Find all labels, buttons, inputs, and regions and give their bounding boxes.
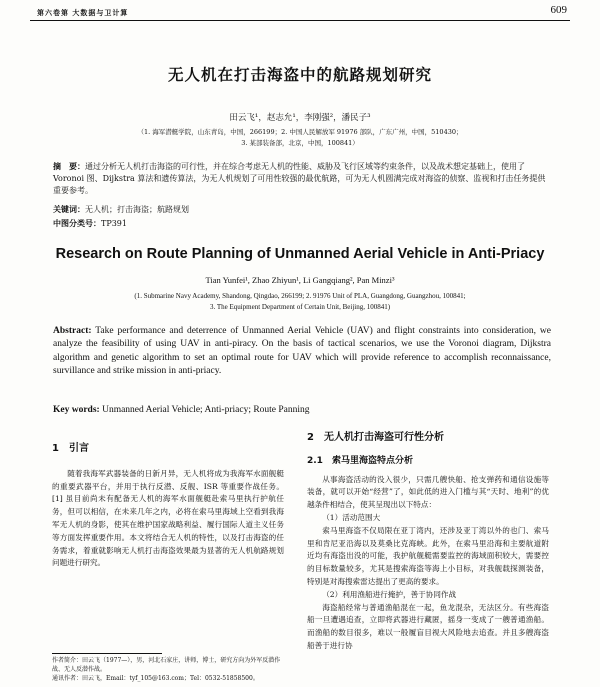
right-column xyxy=(307,432,549,653)
footnote-contact: 通讯作者：田云飞，Email：tyf_105@163.com；Tel：0532-51858500。 xyxy=(52,675,259,682)
footnote-rule xyxy=(52,653,162,654)
authors-chinese: 田云飞¹，赵志允¹，李刚强²，潘民子³ xyxy=(229,113,371,123)
list-item-wide-range: （1）活动范围大 xyxy=(322,512,381,522)
list-item-fishing-cover: （2）利用渔船进行掩护，善于协同作战 xyxy=(322,589,457,599)
classification-label: 中图分类号： xyxy=(53,218,101,228)
left-column xyxy=(52,443,284,570)
classification-chinese xyxy=(53,218,127,229)
title-chinese: 无人机在打击海盗中的航路规划研究 xyxy=(167,66,432,84)
keywords-english xyxy=(53,405,310,415)
keywords-chinese xyxy=(53,204,189,215)
affiliation-chinese-2: 3. 某部装备部，北京，中国，100841） xyxy=(241,139,359,147)
affiliation-chinese-1: （1. 海军潜艇学院，山东青岛，中国，266199；2. 中国人民解放军 91976 部队，广东广州，中国，510430； xyxy=(137,128,463,136)
authors-english: Tian Yunfei¹, Zhao Zhiyun¹, Li Gangqiang², Pan Minzi³ xyxy=(205,275,395,285)
classification-text: TP391 xyxy=(101,219,127,228)
header-rule xyxy=(30,20,570,21)
abstract-english xyxy=(53,325,551,378)
section-heading-introduction: 1 引言 xyxy=(52,443,89,454)
affiliation-english-2: 3. The Equipment Department of Certain Unit, Beijing, 100841) xyxy=(209,303,391,311)
page-number: 609 xyxy=(550,4,567,16)
footnote xyxy=(52,656,284,683)
title-english: Research on Route Planning of Unmanned Aerial Vehicle in Anti-Priacy xyxy=(55,246,545,262)
abstract-chinese-label: 摘 要： xyxy=(53,161,85,171)
subsection-heading-pirate-features: 2.1 索马里海盗特点分析 xyxy=(307,455,413,466)
keywords-chinese-label: 关键词： xyxy=(53,204,85,214)
footnote-author-bio: 作者简介：田云飞（1977—），男，河北石家庄，讲师，博士，研究方向为外军反潜作战、无人反潜作战。 xyxy=(52,657,281,673)
keywords-chinese-text: 无人机；打击海盗；航路规划 xyxy=(85,205,189,214)
section-heading-feasibility: 2 无人机打击海盗可行性分析 xyxy=(307,432,444,443)
keywords-english-label: Key words: xyxy=(53,405,100,415)
paragraph-fishing-cover: 海盗船经常与普通渔船混在一起，鱼龙混杂，无法区分。有些海盗船一旦遭遇追查，立即将武器进行藏匿，摇身一变成了一艘普通渔船。而渔船的数目很多，难以一般履盲目视大风险地去追查。并且多艘海盗船善于进行协 xyxy=(307,602,549,650)
running-header-left: 第六卷第 大数据与卫计算 xyxy=(37,8,129,17)
introduction-paragraph: 随着我海军武器装备的日新月异，无人机将成为我海军水面舰艇的重要武器平台，并用于执行反潜、反舰、ISR 等重要作战任务。[1] 虽目前尚未有配备无人机的海军水面舰艇赴索马里执行护航任务，但可以相信，在未来几年之内，必将在索马里海域上空看到我海军无人机的身影，使其在维护国家战略利益、履行国际人道主义任务等方面发挥重要作用。本文将结合无人机的特性，以及打击海盗的任务需求，着重就影响无人机打击海盗效果最为显著的无人机航路规划问题进行研究。 xyxy=(52,468,284,568)
abstract-chinese xyxy=(53,160,553,197)
abstract-chinese-text: 通过分析无人机打击海盗的可行性，并在综合考虑无人机的性能、威胁及飞行区域等约束条件，以及战术想定基础上，使用了 Voronoi 图、Dijkstra 算法和遗传算法，为无人机规划了可用性较强的最优航路，可为无人机圆满完成对海盗的侦察、监视和打击任务提供重要参考。 xyxy=(53,162,546,195)
paragraph-wide-range: 索马里海盗不仅局限在亚丁湾内，还涉及亚丁湾以外的也门、索马里和肯尼亚沿海以及莫桑比克海峡。此外，在索马里沿海和主要航道附近均有海盗出没的可能，我护航舰艇需要监控的海域面积较大，需要控的目标数量较多，尤其是搜索海盗等海上小目标，对我舰载探测装备，特别是对海搜索雷达提出了更高的要求。 xyxy=(307,525,549,586)
keywords-english-text: Unmanned Aerial Vehicle; Anti-priacy; Route Panning xyxy=(102,405,310,415)
affiliation-english-1: (1. Submarine Navy Academy, Shandong, Qingdao, 266199; 2. 91976 Unit of PLA, Guangdong, Guangzhou, 100841; xyxy=(134,292,466,300)
abstract-english-label: Abstract: xyxy=(53,326,92,336)
paragraph-pirate-overview: 从事海盗活动的没入很少，只需几艘快船、抢支弹药和通信设施等装备，就可以开始“经营”了，如此低的进入门槛与其“天时、地利”的优越条件相结合，使其呈现出以下特点： xyxy=(307,474,549,510)
abstract-english-text: Take performance and deterrence of Unmanned Aerial Vehicle (UAV) and flight constraints into consideration, we analyze the feasibility of using UAV in anti-piracy. On the basis of tactical scenarios, we use the Voronoi diagram, Dijkstra algorithm and genetic algorithm to set an optimal route for UAV which will provide reference to accomplish reconnaissance, survillance and strike mission in anti-priacy. xyxy=(53,326,551,376)
